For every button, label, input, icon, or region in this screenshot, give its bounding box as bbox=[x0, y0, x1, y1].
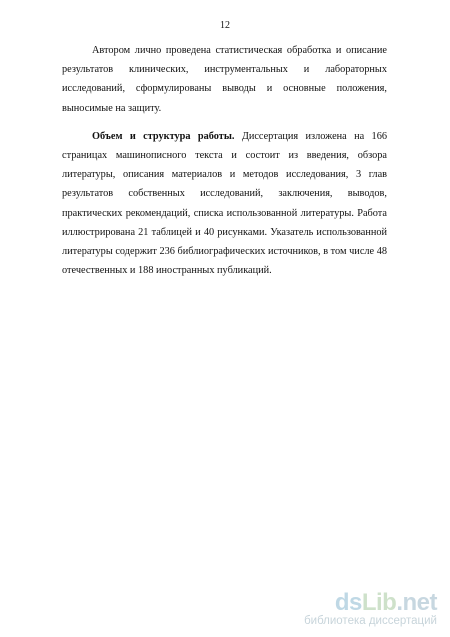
document-body bbox=[62, 41, 387, 280]
dslib-logo bbox=[304, 591, 437, 615]
dslib-watermark bbox=[304, 591, 437, 628]
watermark-tagline: библиотека диссертаций bbox=[304, 615, 437, 627]
paragraph-bold-lead: Объем и структура работы. bbox=[92, 130, 235, 142]
paragraph-volume-structure bbox=[62, 127, 387, 281]
paragraph-text: Диссертация изложена на 166 страницах машинописного текста и состоит из введения, обзора литературы, описания материалов и методов исследования, 3 глав результатов собственных исследований, заключения, выводов, практических рекомендаций, списка использованной литературы. Работа иллюстрирована 21 таблицей и 40 рисунками. Указатель использованной литературы содержит 236 библиографических источников, в том числе 48 отечественных и 188 иностранных публикаций. bbox=[62, 130, 387, 277]
page-number: 12 bbox=[220, 20, 230, 31]
logo-part-ds: ds bbox=[334, 589, 362, 616]
paragraph-author-contribution bbox=[62, 41, 387, 118]
paragraph-text: Автором лично проведена статистическая обработка и описание результатов клинических, инструментальных и лабораторных исследований, сформулированы выводы и основные положения, выносимые на защиту. bbox=[62, 45, 387, 114]
logo-part-lib: Lib bbox=[361, 589, 397, 616]
logo-part-net: .net bbox=[396, 589, 437, 616]
